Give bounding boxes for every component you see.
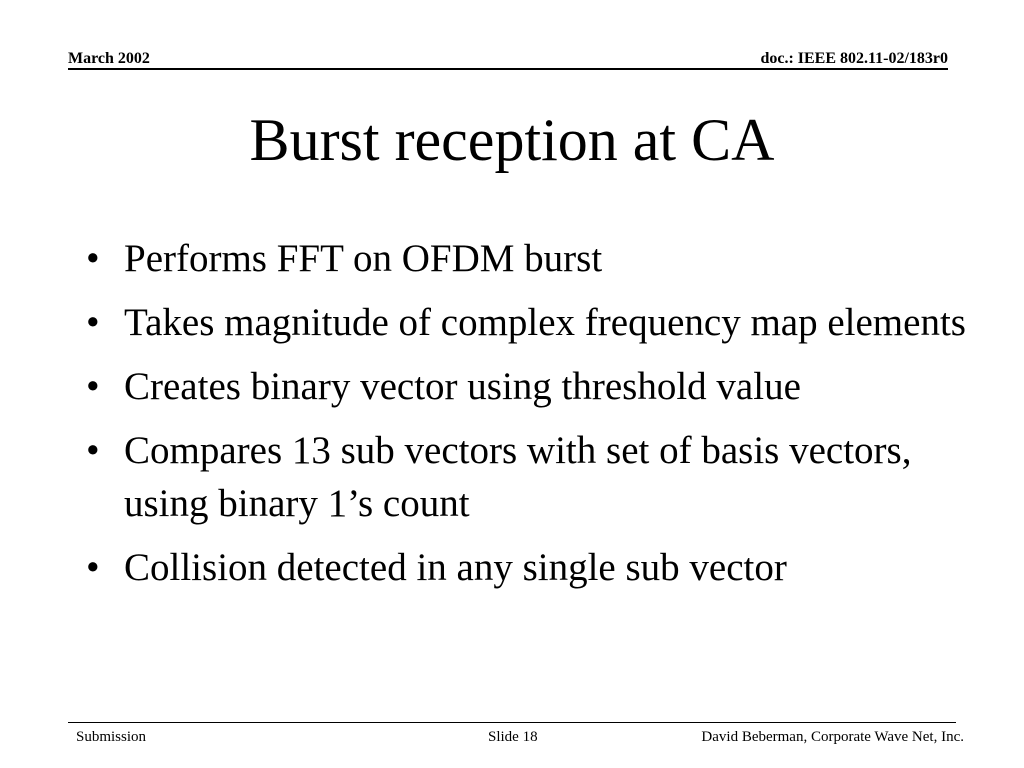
- bullet-list: [86, 232, 966, 605]
- footer-author: David Beberman, Corporate Wave Net, Inc.: [701, 729, 964, 745]
- bullet-dot-icon: •: [86, 429, 100, 472]
- header-doc-id: doc.: IEEE 802.11-02/183r0: [760, 50, 948, 67]
- slide-title: Burst reception at CA: [249, 107, 775, 173]
- header-date: March 2002: [68, 50, 150, 67]
- bullet-dot-icon: •: [86, 365, 100, 408]
- bullet-text: Collision detected in any single sub vector: [124, 546, 787, 589]
- bullet-item: [86, 360, 966, 413]
- bullet-text: Takes magnitude of complex frequency map elements: [124, 301, 966, 344]
- bullet-dot-icon: •: [86, 237, 100, 280]
- header-divider: [68, 68, 948, 70]
- bullet-text: Compares 13 sub vectors with set of basis vectors, using binary 1’s count: [124, 429, 912, 525]
- bullet-text: Creates binary vector using threshold value: [124, 365, 801, 408]
- bullet-dot-icon: •: [86, 546, 100, 589]
- footer-divider: [68, 722, 956, 723]
- bullet-item: [86, 541, 966, 594]
- bullet-dot-icon: •: [86, 301, 100, 344]
- bullet-item: [86, 424, 966, 530]
- footer-slide-number: Slide 18: [488, 729, 538, 745]
- bullet-item: [86, 296, 966, 349]
- bullet-text: Performs FFT on OFDM burst: [124, 237, 603, 280]
- footer-submission: Submission: [76, 729, 147, 745]
- bullet-item: [86, 232, 966, 285]
